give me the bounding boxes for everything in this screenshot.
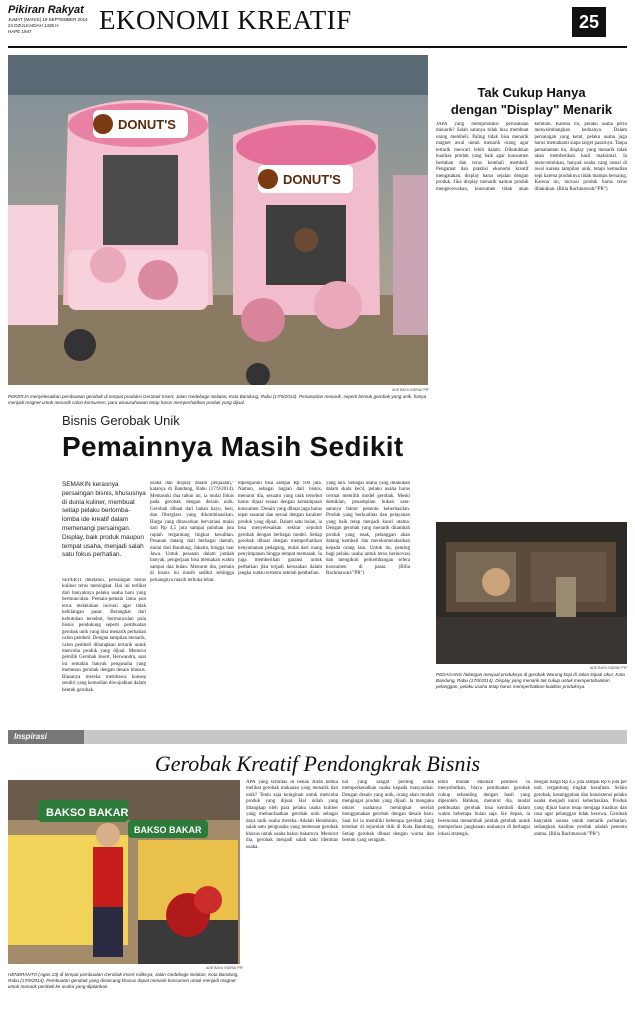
side-headline xyxy=(436,84,627,118)
article-lead: SEMAKIN kerasnya persaingan bisnis, khususnya di dunia kuliner, membuat setiap pelaku berlomba-lomba ide kreatif dalam memenangi persaingan. Display, baik produk maupun tempat usaha, menjadi salah satu fokus perhatian. xyxy=(62,481,146,559)
inspirasi-column-3 xyxy=(438,780,530,1008)
inspirasi-column-4-text: dengan harga Rp 4,5 juta sampai Rp 6 juta per unit, tergantung tingkat kesulitan. Selain gerobak, kesungguhan dan konsistensi pelaku usaha menjadi kunci keberhasilan. Produk yang dijual harus tetap menjaga kualitas dan rasa agar pelanggan tidak kecewa. Gerobak hanyalah sarana untuk menarik perhatian, sedangkan kualitas produk adalah penentu utama. (Bilia Rachmawati/"PR") xyxy=(534,780,627,837)
inspirasi-photo-credit: ADE BAYU INDRA/"PR" xyxy=(206,966,244,970)
edition-date: JUMAT (MANIS) 19 SEPTEMBER 2014 xyxy=(8,17,88,22)
side-body xyxy=(436,122,627,517)
inspirasi-column-1 xyxy=(246,780,338,1008)
inspirasi-column-3-text: lebih mudah dikenali pembeli. Ia menyebutkan, biaya pembuatan gerobak cukup sebanding dengan hasil yang diperoleh. Bahkan, menurut dia, modal pembuatan gerobak bisa kembali dalam waktu beberapa bulan saja. Ke depan, ia berencana menambah jumlah gerobak untuk memperluas jangkauan usahanya di berbagai lokasi strategis. xyxy=(438,780,530,837)
article-column-4-text: yang lain. Sebagai usaha yang dilakukan dalam skala kecil, pelaku usaha harus cermat memilih model gerobak. Meski demikian, penampilan bukan satu-satunya faktor penentu keberhasilan. Produk yang berkualitas dan pelayanan yang baik tetap menjadi kunci utama. Dengan gerobak yang menarik ditambah produk yang enak, pelanggan akan datang kembali dan merekomendasikan kepada orang lain. Untuk itu, penting bagi pelaku usaha untuk terus berinovasi dan mengikuti perkembangan selera konsumen di pasar. (Bilia Rachmawati/"PR") xyxy=(326,481,410,577)
newspaper-name: Pikiran Rakyat xyxy=(8,4,84,16)
article-headline: Pemainnya Masih Sedikit xyxy=(62,431,404,462)
kiosk-sign-right: DONUT'S xyxy=(283,172,341,187)
kiosk-sign-left: DONUT'S xyxy=(118,117,176,132)
article-column-3-text: dipengaruhi bisa sampai Rp 100 juta. Namun, sebagai bagian dari bisnis, menurut dia, sesuatu yang unik tersebut harus dijual sesuai dengan kemampuan konsumen. Desain yang dibuat juga harus tepat sasaran dan sesuai dengan karakter produk yang dijual. Dalam satu bulan, ia bisa menyelesaikan sekitar sepuluh gerobak dengan berbagai model. Setiap gerobak dibuat dengan memperhatikan kenyamanan pedagang, mulai dari ruang penyimpanan hingga tempat memasak. Ia juga memberikan garansi untuk perbaikan jika terjadi kerusakan dalam jangka waktu tertentu setelah pembelian. xyxy=(238,481,322,577)
article-column-1-text: SEPERTI diketahui, persaingan bisnis kuliner terus meningkat. Hal ini terlihat dari banyaknya pelaku usaha baru yang bermunculan. Pemain-pemain lama pun terus melakukan inovasi agar tidak kehilangan pasar. Berangkat dari kebutuhan tersebut, bermunculan pula bisnis pendukung seperti pembuatan gerobak unik yang bisa menarik perhatian calon pembeli. Dengan tampilan menarik, calon pembeli diharapkan tertarik untuk mencoba produk yang dijual. Menurut pemilik Gerobak Insert, Herwandra, saat ini semakin banyak pengusaha yang memesan gerobak dengan desain khusus. Biasanya mereka membawa konsep sendiri yang kemudian diwujudkan dalam bentuk gerobak. xyxy=(62,578,146,693)
inspirasi-bar xyxy=(8,730,627,744)
section-title: EKONOMI KREATIF xyxy=(99,5,352,35)
page-number: 25 xyxy=(572,7,606,37)
edition-since: HAPE 1947 xyxy=(8,29,32,34)
side-photo-caption: PEDAGANG hidangan menjual produknya di gerobak Warung kopi di Jalan Dipati Ukur, Kota Bandung, Rabu (17/9/2014). Display yang menarik tak cukup untuk mempertahankan pelanggan, pelaku usaha tetap harus memperhatikan kualitas produknya. xyxy=(436,672,625,690)
edition-hijri: 24 DZULKAIDAH 1435 H xyxy=(8,23,59,28)
side-photo-credit: ADE BAYU INDRA/"PR" xyxy=(590,666,628,670)
article-column-2 xyxy=(150,481,234,718)
side-headline-line-1: Tak Cukup Hanya xyxy=(477,85,586,100)
inspirasi-photo-caption: HENDRANTO (Agan 23) di tempat pembuatan Gerobak Insert miliknya, Jalan Gedebage Selatan, Kota Bandung, Rabu (17/9/2014). Pembuatan gerobak yang dirancang khusus dapat menarik konsumen untuk menjadi magnet untuk menarik pembeli ke usaha yang dijalankan. xyxy=(8,972,239,990)
side-headline-line-2: dengan "Display" Menarik xyxy=(450,102,613,117)
article-column-3 xyxy=(238,481,322,718)
inspirasi-headline: Gerobak Kreatif Pendongkrak Bisnis xyxy=(154,751,481,776)
inspirasi-label: Inspirasi xyxy=(8,730,84,744)
edition-info xyxy=(8,17,88,35)
article-kicker: Bisnis Gerobak Unik xyxy=(62,413,180,428)
photo-sign-2: BAKSO BAKAR xyxy=(134,825,202,835)
article-column-4 xyxy=(326,481,410,718)
masthead-rule xyxy=(8,46,627,48)
article-column-2-text: usaha dan display dalam penjualan," katanya di Bandung, Rabu (17/9/2014). Memasuki dua tahun ini, ia mulai fokus pada gerobak dengan desain unik. Gerobak dibuat dari bahan kayu, besi, dan fiberglass yang dikombinasikan. Harga yang ditawarkan bervariasi mulai dari Rp 4,5 juta sampai puluhan juta rupiah tergantung tingkat kesulitan. Pesanan datang dari berbagai daerah, mulai dari Bandung, Jakarta, hingga luar Jawa. Untuk pesanan dalam jumlah banyak, pengerjaan bisa memakan waktu sampai dua bulan. Menurut dia, pemain di bisnis ini masih sedikit sehingga peluangnya masih terbuka lebar. xyxy=(150,481,234,583)
inspirasi-photo xyxy=(8,780,240,964)
photo-sign-1: BAKSO BAKAR xyxy=(46,807,129,819)
side-body-text: JAPA yang memproduksi perusahaan menarik? Salah satunya tidak bisa membuat orang membeli. Paling tidak bisa menarik magnet awal untuk menarik orang agar tertarik mencari lebih dalam. Dibutuhkan kualitas produk yang baik agar konsumen bertahan dan terus kembali membeli. Pengamat dan praktisi ekonomi kreatif mengatakan, display harus sejalan dengan produk. Jika display menarik namun produk mengecewakan, konsumen tidak akan kembali. Karena itu, pelaku usaha perlu menyeimbangkan keduanya. Dalam persaingan yang ketat, pelaku usaha juga harus memahami siapa target pasarnya. Tanpa pemahaman itu, display yang menarik tidak akan memberikan hasil maksimal. Ia mencontohkan, banyak usaha yang ramai di awal karena tampilan unik, tetapi kemudian sepi karena produknya tidak mampu bersaing. Karena itu, inovasi produk harus terus dilakukan. (Bilia Rachmawati/"PR") xyxy=(436,122,627,192)
main-photo xyxy=(8,55,428,385)
side-photo xyxy=(436,522,627,664)
inspirasi-column-2-text: hal yang sangat penting untuk memperkenalkan usaha kepada masyarakat. Dengan desain yang unik, orang akan mudah mengingat produk yang dijual. Ia mengaku omzet usahanya meningkat setelah menggunakan gerobak dengan desain baru. Saat ini ia memiliki beberapa gerobak yang tersebar di sejumlah titik di Kota Bandung. Setiap gerobak dibuat dengan warna dan bentuk yang seragam. xyxy=(342,780,434,844)
article-column-1 xyxy=(62,578,146,718)
inspirasi-column-2 xyxy=(342,780,434,1008)
inspirasi-column-4 xyxy=(534,780,627,1008)
main-photo-credit: ADE BAYU INDRA/"PR" xyxy=(392,388,430,392)
inspirasi-column-1-text: APA yang terlintas di benak Anda ketika melihat gerobak makanan yang menarik dan unik? Tentu saja keinginan untuk mencoba produk yang dijual. Hal inilah yang ditangkap oleh para pelaku usaha kuliner yang memanfaatkan gerobak unik sebagai daya tarik usaha mereka. Adalah Hendranto, salah satu pengusaha yang memesan gerobak khusus untuk usaha bakso bakarnya. Menurut dia, gerobak menjadi salah satu identitas usaha. xyxy=(246,780,338,850)
main-photo-caption: PEKERJA menyelesaikan pembuatan gerobak di tempat produksi Gerobak Insert, Jalan Gedebage Selatan, Kota Bandung, Rabu (17/9/2014). Penampilan menarik, seperti bentuk gerobak yang unik, hanya menjadi magnet untuk menarik calon konsumen, para wirausahawan tetap harus memperhatikan produk yang dijual. xyxy=(8,394,427,406)
